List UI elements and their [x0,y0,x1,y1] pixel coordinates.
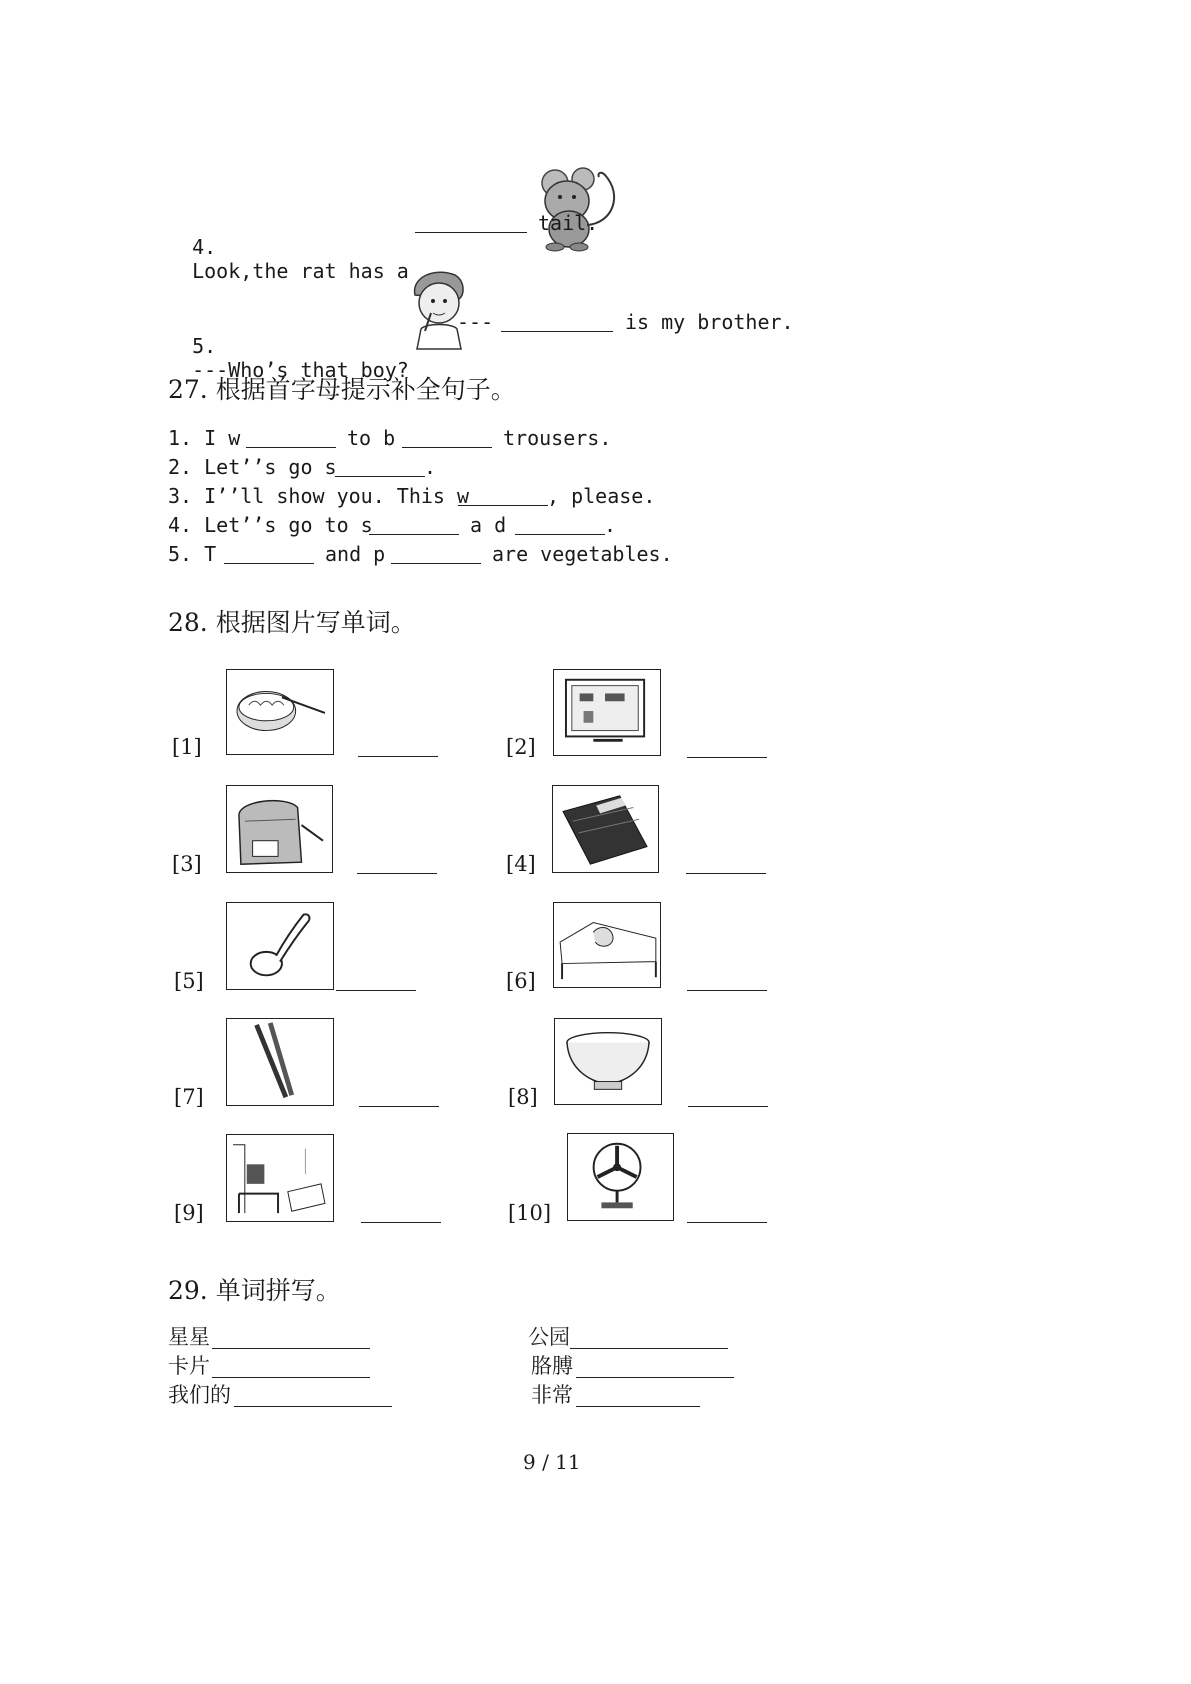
q28-heading: 28. 根据图片写单词。 [168,608,416,637]
rice-cooker-icon [226,785,333,873]
q29-right-2: 胳膊 [531,1354,573,1378]
q29-left-3: 我们的 [168,1383,231,1407]
bed-icon [553,902,661,988]
item-label: [9] [174,1201,204,1225]
answer-blank[interactable] [576,1377,734,1378]
q27-line-2a: 2. Let’’s go s [168,455,337,479]
answer-blank[interactable] [501,331,613,332]
item-label: [4] [506,852,536,876]
item-5-dash: --- [457,310,494,334]
answer-blank[interactable] [234,1406,392,1407]
item-number: 4. [192,235,217,259]
answer-blank[interactable] [415,232,527,233]
item-label: [7] [174,1085,204,1109]
item-label: [10] [508,1201,552,1225]
fan-icon [567,1133,674,1221]
item-text: Look,the rat has a [192,259,409,283]
answer-blank[interactable] [391,563,481,564]
answer-blank[interactable] [687,1222,767,1223]
item-label: [5] [174,969,204,993]
item-label: [3] [172,852,202,876]
q27-line-5b: and p [325,542,386,566]
q29-left-1: 星星 [168,1325,210,1349]
page-number: 9 / 11 [523,1450,581,1474]
answer-blank[interactable] [359,1106,439,1107]
item-text: ---Who’s that boy? [192,358,409,382]
noodle-bowl-icon [226,669,334,755]
answer-blank[interactable] [576,1406,700,1407]
chopsticks-icon [226,1018,334,1106]
answer-blank[interactable] [246,447,336,448]
answer-blank[interactable] [402,447,492,448]
item-label: [2] [506,735,536,759]
q27-line-5a: 5. T [168,542,217,566]
answer-blank[interactable] [515,534,605,535]
q27-line-2c: . [424,455,437,479]
bowl-icon [554,1018,662,1105]
item-4-end: tail. [538,211,599,235]
book-icon [552,785,659,873]
q27-line-1b: to b [347,426,396,450]
answer-blank[interactable] [224,563,314,564]
q29-left-2: 卡片 [168,1354,210,1378]
answer-blank[interactable] [687,757,767,758]
answer-blank[interactable] [357,873,437,874]
room-icon [226,1134,334,1222]
answer-blank[interactable] [687,990,767,991]
q29-right-1: 公园 [528,1325,570,1349]
item-4 [168,211,409,283]
boy-icon [388,250,450,332]
answer-blank[interactable] [212,1348,370,1349]
answer-blank[interactable] [570,1348,728,1349]
q27-line-4b: a d [470,513,507,537]
q27-line-4c: . [604,513,617,537]
q29-heading: 29. 单词拼写。 [168,1276,341,1305]
item-5 [168,310,409,382]
answer-blank[interactable] [458,505,548,506]
answer-blank[interactable] [688,1106,768,1107]
q27-line-1c: trousers. [503,426,612,450]
q27-line-1a: 1. I w [168,426,241,450]
item-label: [1] [172,735,202,759]
answer-blank[interactable] [212,1377,370,1378]
answer-blank[interactable] [369,534,459,535]
q27-line-5c: are vegetables. [492,542,673,566]
spoon-icon [226,902,334,990]
answer-blank[interactable] [361,1222,441,1223]
answer-blank[interactable] [686,873,766,874]
answer-blank[interactable] [336,990,416,991]
item-label: [8] [508,1085,538,1109]
computer-monitor-icon [553,669,661,756]
q27-heading: 27. 根据首字母提示补全句子。 [168,375,516,404]
item-label: [6] [506,969,536,993]
item-5-end: is my brother. [625,310,794,334]
q27-line-3c: , please. [547,484,656,508]
item-number: 5. [192,334,217,358]
q29-right-3: 非常 [531,1383,573,1407]
q27-line-3a: 3. I’’ll show you. This w [168,484,470,508]
answer-blank[interactable] [335,476,425,477]
q27-line-4a: 4. Let’’s go to s [168,513,373,537]
answer-blank[interactable] [358,756,438,757]
